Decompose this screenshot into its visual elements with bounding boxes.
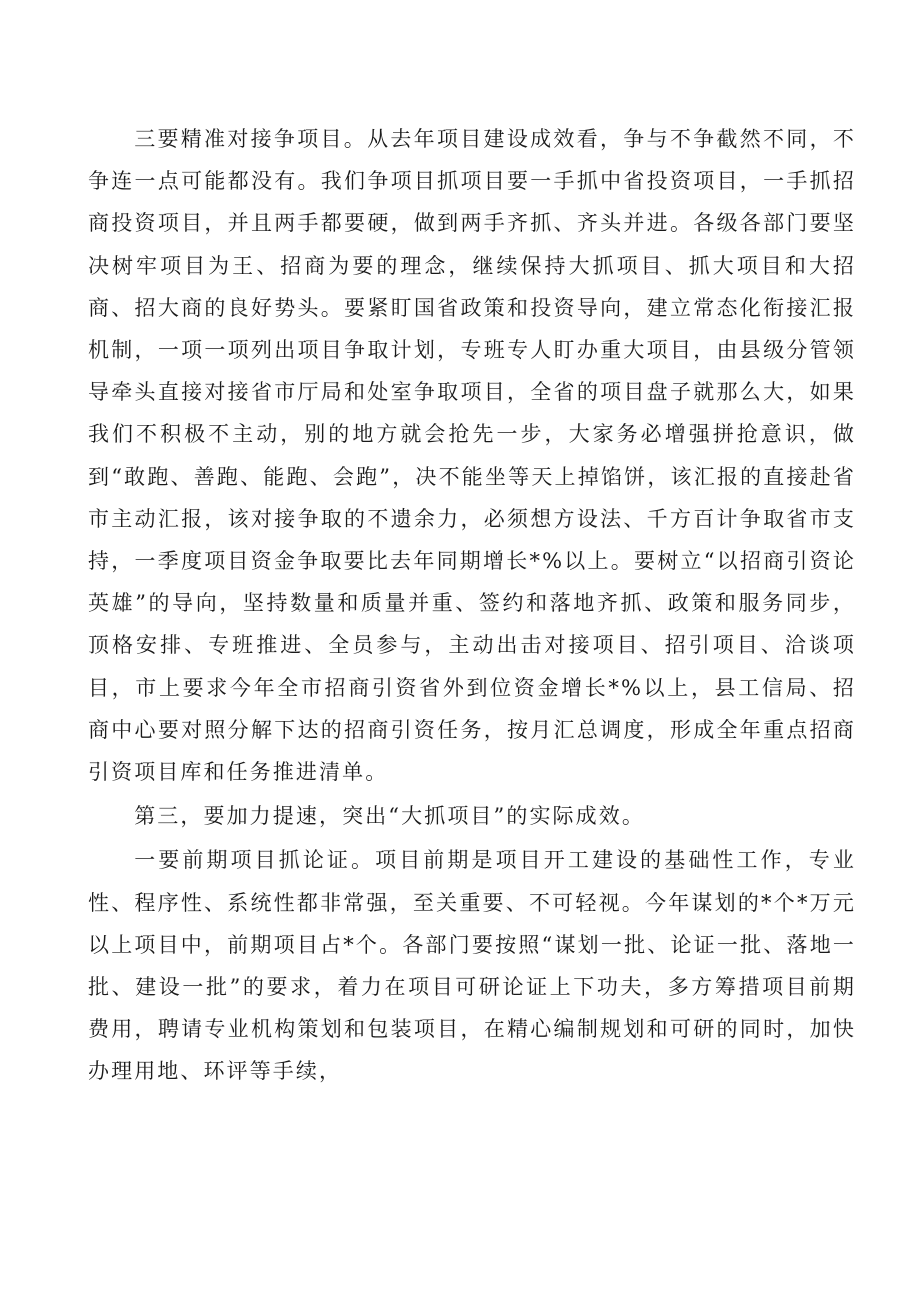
paragraph-preliminary-projects: 一要前期项目抓论证。项目前期是项目开工建设的基础性工作，专业性、程序性、系统性都非常强，至关重要、不可轻视。今年谋划的*个*万元以上项目中，前期项目占*个。各部门要按照“谋划一批、论证一批、落地一批、建设一批”的要求，着力在项目可研论证上下功夫，多方筹措项目前期费用，聘请专业机构策划和包装项目，在精心编制规划和可研的同时，加快办理用地、环评等手续，	[88, 848, 856, 1084]
document-body	[88, 118, 856, 1093]
paragraph-section-three-heading: 第三，要加力提速，突出“大抓项目”的实际成效。	[134, 804, 645, 829]
paragraph-project-docking: 三要精准对接争项目。从去年项目建设成效看，争与不争截然不同，不争连一点可能都没有。我们争项目抓项目要一手抓中省投资项目，一手抓招商投资项目，并且两手都要硬，做到两手齐抓、齐头并进。各级各部门要坚决树牢项目为王、招商为要的理念，继续保持大抓项目、抓大项目和大招商、招大商的良好势头。要紧盯国省政策和投资导向，建立常态化衔接汇报机制，一项一项列出项目争取计划，专班专人盯办重大项目，由县级分管领导牵头直接对接省市厅局和处室争取项目，全省的项目盘子就那么大，如果我们不积极不主动，别的地方就会抢先一步，大家务必增强拼抢意识，做到“敢跑、善跑、能跑、会跑”，决不能坐等天上掉馅饼，该汇报的直接赴省市主动汇报，该对接争取的不遗余力，必须想方设法、千方百计争取省市支持，一季度项目资金争取要比去年同期增长*%以上。要树立“以招商引资论英雄”的导向，坚持数量和质量并重、签约和落地齐抓、政策和服务同步，顶格安排、专班推进、全员参与，主动出击对接项目、招引项目、洽谈项目，市上要求今年全市招商引资省外到位资金增长*%以上，县工信局、招商中心要对照分解下达的招商引资任务，按月汇总调度，形成全年重点招商引资项目库和任务推进清单。	[88, 127, 856, 785]
